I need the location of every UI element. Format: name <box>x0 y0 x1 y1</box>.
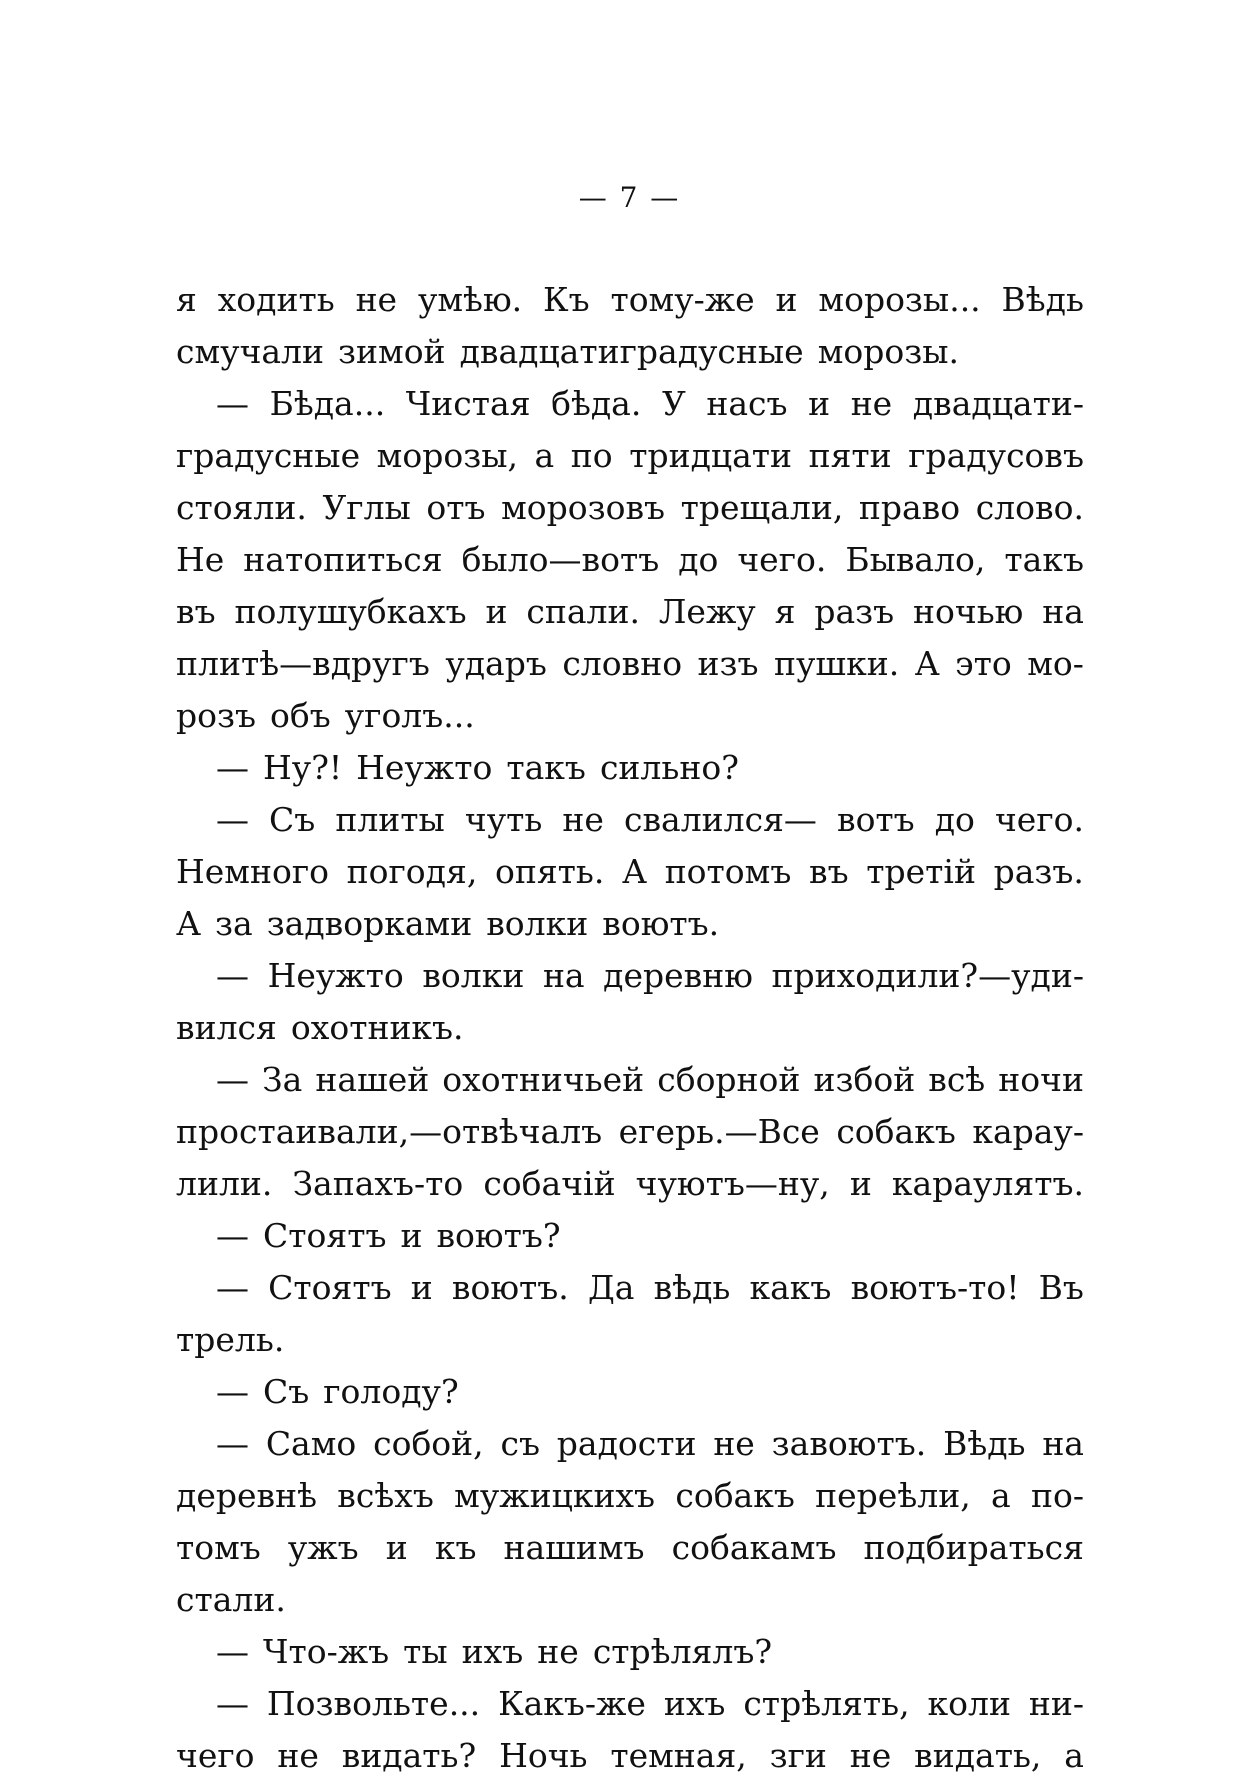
text-line: чего не видать? Ночь темная, зги не видать, а <box>176 1736 1084 1775</box>
text-line: вился охотникъ. <box>176 1008 464 1047</box>
text-line: — Съ голоду? <box>216 1372 459 1411</box>
text-line: — Стоятъ и воютъ. Да вѣдь какъ воютъ-то! Въ <box>216 1268 1084 1307</box>
text-line: лили. Запахъ-то собачій чуютъ—ну, и караулятъ. <box>176 1164 1084 1203</box>
text-line: трель. <box>176 1320 285 1359</box>
text-line: плитѣ—вдругъ ударъ словно изъ пушки. А это мо- <box>176 644 1084 683</box>
text-line: — За нашей охотничьей сборной избой всѣ ночи <box>216 1060 1084 1099</box>
text-line: — Стоятъ и воютъ? <box>216 1216 561 1255</box>
text-line: томъ ужъ и къ нашимъ собакамъ подбираться <box>176 1528 1084 1567</box>
text-line: градусные морозы, а по тридцати пяти градусовъ <box>176 436 1084 475</box>
body-text <box>176 274 1084 1782</box>
text-line: я ходить не умѣю. Къ тому-же и морозы... Вѣдь <box>176 280 1084 319</box>
text-line: стали. <box>176 1580 286 1619</box>
text-line: А за задворками волки воютъ. <box>176 904 720 943</box>
page-number: — 7 — <box>578 181 681 214</box>
text-line: Немного погодя, опять. А потомъ въ третій разъ. <box>176 852 1084 891</box>
text-line: смучали зимой двадцатиградусные морозы. <box>176 332 959 371</box>
text-line: розъ объ уголъ... <box>176 696 475 735</box>
text-line: Не натопиться было—вотъ до чего. Бывало, такъ <box>176 540 1084 579</box>
text-line: — Позвольте... Какъ-же ихъ стрѣлять, коли ни- <box>216 1684 1084 1723</box>
text-line: деревнѣ всѣхъ мужицкихъ собакъ переѣли, а по- <box>176 1476 1084 1515</box>
text-line: — Само собой, съ радости не завоютъ. Вѣдь на <box>216 1424 1084 1463</box>
text-line: — Что-жъ ты ихъ не стрѣлялъ? <box>216 1632 773 1671</box>
text-line: простаивали,—отвѣчалъ егерь.—Все собакъ карау- <box>176 1112 1084 1151</box>
text-line: въ полушубкахъ и спали. Лежу я разъ ночью на <box>176 592 1084 631</box>
text-line: стояли. Углы отъ морозовъ трещали, право слово. <box>176 488 1084 527</box>
text-line: — Ну?! Неужто такъ сильно? <box>216 748 739 787</box>
text-line: — Бѣда... Чистая бѣда. У насъ и не двадцати- <box>216 384 1084 423</box>
text-line: — Неужто волки на деревню приходили?—уди- <box>216 956 1084 995</box>
text-line: — Съ плиты чуть не свалился— вотъ до чего. <box>216 800 1084 839</box>
